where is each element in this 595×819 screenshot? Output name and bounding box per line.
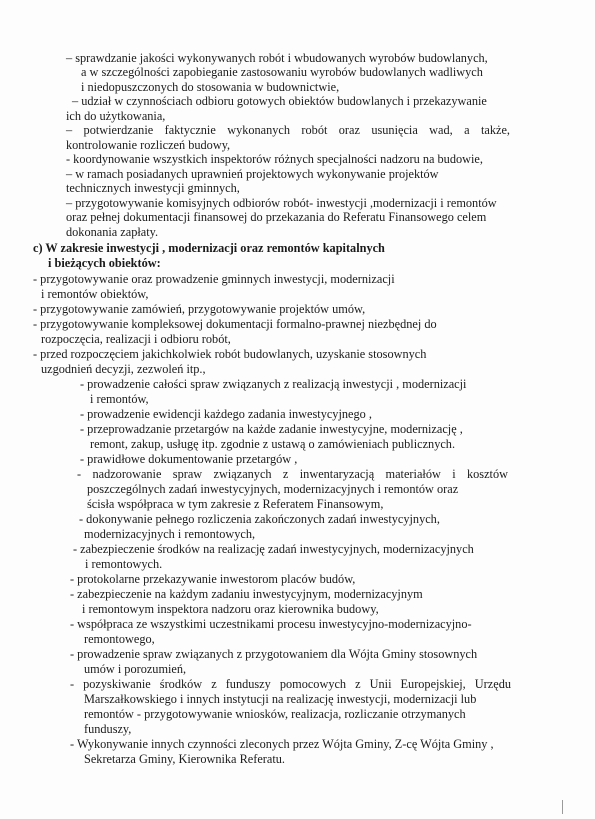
list-item: - protokolarne przekazywanie inwestorom placów budów,	[70, 572, 356, 586]
section-heading: c) W zakresie inwestycji , modernizacji oraz remontów kapitalnych	[33, 241, 385, 255]
list-item: uzgodnień decyzji, zezwoleń itp.,	[41, 362, 206, 376]
list-item: remontowego,	[84, 632, 155, 646]
list-item: - przeprowadzanie przetargów na każde zadanie inwestycyjne, modernizację ,	[80, 422, 463, 436]
list-item: - zabezpieczenie na każdym zadaniu inwestycyjnym, modernizacyjnym	[70, 587, 423, 601]
list-item: funduszy,	[84, 722, 132, 736]
text-line: – przygotowywanie komisyjnych odbiorów robót- inwestycji ,modernizacji i remontów	[66, 196, 497, 210]
list-item: remont, zakup, usługę itp. zgodnie z ustawą o zamówieniach publicznych.	[90, 437, 456, 451]
list-item: - Wykonywanie innych czynności zleconych przez Wójta Gminy, Z-cę Wójta Gminy ,	[70, 737, 494, 751]
scan-mark	[562, 800, 563, 814]
list-item: - przygotowywanie kompleksowej dokumentacji formalno-prawnej niezbędnej do	[33, 317, 437, 331]
text-line: oraz pełnej dokumentacji finansowej do przekazania do Referatu Finansowego celem	[66, 210, 487, 224]
text-line: kontrolowanie rozliczeń budowy,	[66, 138, 231, 152]
text-line: ich do użytkowania,	[66, 109, 166, 123]
list-item: i remontowych.	[85, 557, 163, 571]
list-item: - pozyskiwanie środków z funduszy pomocowych z Unii Europejskiej, Urzędu	[70, 677, 511, 691]
list-item: - przygotowywanie zamówień, przygotowywanie projektów umów,	[33, 302, 366, 316]
text-line: – potwierdzanie faktycznie wykonanych robót oraz usunięcia wad, a także,	[66, 123, 510, 137]
list-item: - prowadzenie ewidencji każdego zadania inwestycyjnego ,	[80, 407, 372, 421]
text-line: - koordynowanie wszystkich inspektorów różnych specjalności nadzoru na budowie,	[66, 152, 483, 166]
list-item: remontów - przygotowywanie wniosków, realizacja, rozliczanie otrzymanych	[84, 707, 466, 721]
list-item: Sekretarza Gminy, Kierownika Referatu.	[84, 752, 285, 766]
text-line: i niedopuszczonych do stosowania w budownictwie,	[81, 80, 340, 94]
list-item: - przed rozpoczęciem jakichkolwiek robót budowlanych, uzyskanie stosownych	[33, 347, 427, 361]
text-line: technicznych inwestycji gminnych,	[66, 181, 240, 195]
text-line: dokonania zapłaty.	[66, 225, 159, 239]
text-line: a w szczególności zapobieganie zastosowaniu wyrobów budowlanych wadliwych	[81, 65, 483, 79]
list-item: i remontowym inspektora nadzoru oraz kierownika budowy,	[82, 602, 379, 616]
list-item: - przygotowywanie oraz prowadzenie gminnych inwestycji, modernizacji	[33, 272, 395, 286]
list-item: - prowadzenie całości spraw związanych z realizacją inwestycji , modernizacji	[80, 377, 467, 391]
list-item: - nadzorowanie spraw związanych z inwentaryzacją materiałów i kosztów	[77, 467, 508, 481]
list-item: i remontów,	[90, 392, 149, 406]
list-item: rozpoczęcia, realizacji i odbioru robót,	[41, 332, 231, 346]
section-heading: i bieżących obiektów:	[48, 256, 161, 270]
list-item: Marszałkowskiego i innych instytucji na realizację inwestycji, modernizacji lub	[84, 692, 477, 706]
list-item: modernizacyjnych i remontowych,	[84, 527, 256, 541]
list-item: - dokonywanie pełnego rozliczenia zakończonych zadań inwestycyjnych,	[79, 512, 440, 526]
list-item: - zabezpieczenie środków na realizację zadań inwestycyjnych, modernizacyjnych	[73, 542, 474, 556]
list-item: - współpraca ze wszystkimi uczestnikami procesu inwestycyjno-modernizacyjno-	[70, 617, 472, 631]
list-item: i remontów obiektów,	[41, 287, 149, 301]
list-item: umów i porozumień,	[84, 662, 187, 676]
list-item: - prowadzenie spraw związanych z przygotowaniem dla Wójta Gminy stosownych	[70, 647, 478, 661]
list-item: ścisła współpraca w tym zakresie z Referatem Finansowym,	[87, 497, 384, 511]
text-line: – w ramach posiadanych uprawnień projektowych wykonywanie projektów	[66, 167, 439, 181]
list-item: - prawidłowe dokumentowanie przetargów ,	[80, 452, 298, 466]
text-line: – udział w czynnościach odbioru gotowych obiektów budowlanych i przekazywanie	[72, 94, 487, 108]
list-item: poszczególnych zadań inwestycyjnych, modernizacyjnych i remontów oraz	[87, 482, 459, 496]
text-line: – sprawdzanie jakości wykonywanych robót i wbudowanych wyrobów budowlanych,	[66, 51, 488, 65]
